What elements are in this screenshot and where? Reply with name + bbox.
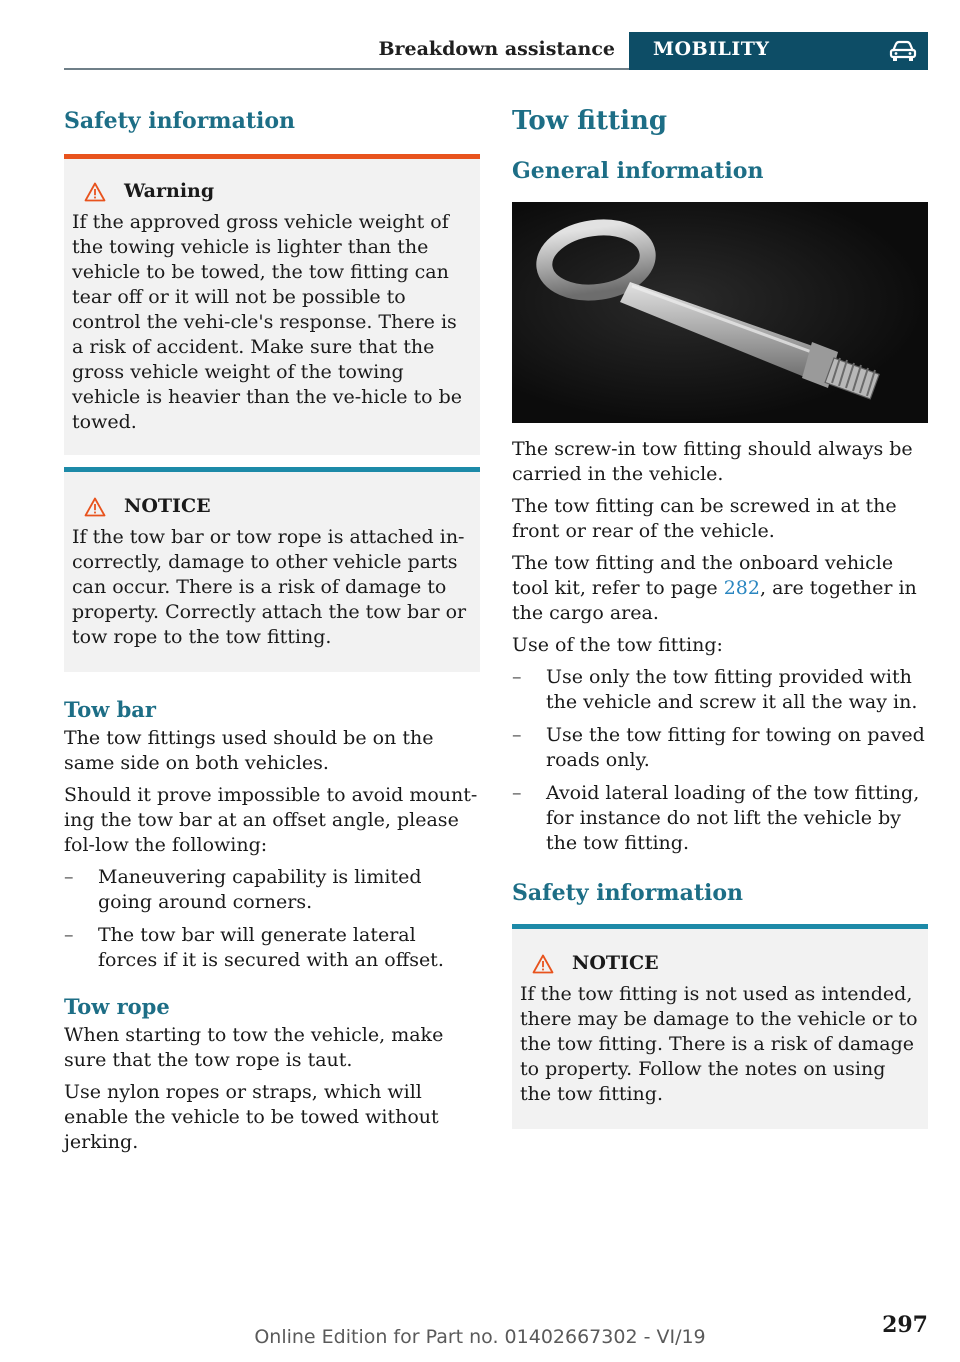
notice-box [64, 467, 480, 672]
tow-fitting-illustration [512, 202, 928, 423]
safety-information-heading: Safety information [64, 108, 296, 134]
tow-rope-heading: Tow rope [64, 994, 170, 1019]
warning-title-row [72, 179, 472, 204]
page-reference-text: The tow fitting and the onboard vehicle tool kit, refer to page [512, 552, 894, 599]
page-header [64, 32, 928, 70]
general-paragraph: The screw-in tow fitting should always be carried in the vehicle. [512, 438, 913, 485]
notice-title-row [520, 951, 920, 976]
list-item [512, 665, 928, 715]
safety-information-heading: Safety information [512, 880, 744, 906]
tow-fitting-photo [512, 202, 928, 423]
list-item-text: The tow bar will generate lateral forces if it is secured with an offset. [98, 924, 444, 971]
left-column [64, 100, 480, 1155]
dash-marker: – [512, 666, 522, 688]
tow-bar-heading: Tow bar [64, 697, 156, 722]
dash-marker: – [64, 924, 74, 946]
list-item [64, 923, 480, 973]
notice-title: NOTICE [124, 495, 211, 517]
header-section-bar [64, 32, 629, 70]
notice-text: If the tow bar or tow rope is attached in-correctly, damage to other vehicle parts can occur. There is a risk of damage to property. Correctly attach the tow bar or tow rope to the tow fitting. [72, 526, 467, 648]
list-item-text: Use only the tow fitting provided with the vehicle and screw it all the way in. [546, 666, 918, 713]
warning-triangle-icon [84, 182, 106, 202]
car-icon [888, 39, 918, 63]
general-paragraph [512, 551, 928, 626]
list-item [512, 723, 928, 773]
notice-title: NOTICE [572, 952, 659, 974]
warning-text: If the approved gross vehicle weight of the towing vehicle is lighter than the vehicle to be towed, the tow fitting can tear off or it will not be possible to control the vehi-cle's response. There is a risk of accident. Make sure that the gross vehicle weight of the towing vehicle is heavier than the ve-hicle to be towed. [72, 211, 463, 433]
right-column [512, 100, 928, 1129]
use-list [512, 665, 928, 856]
notice-text: If the tow fitting is not used as intended, there may be damage to the vehicle or to the tow fitting. There is a risk of damage to property. Follow the notes on using the tow fitting. [520, 983, 918, 1105]
list-item-text: Maneuvering capability is limited going around corners. [98, 866, 422, 913]
general-information-heading: General information [512, 158, 764, 184]
header-chapter-title: MOBILITY [653, 38, 770, 60]
page-reference-link[interactable]: 282 [723, 577, 760, 599]
warning-triangle-icon [532, 954, 554, 974]
list-item-text: Use the tow fitting for towing on paved roads only. [546, 724, 925, 771]
tow-bar-paragraph: Should it prove impossible to avoid mount-ing the tow bar at an offset angle, please fol-low the following: [64, 784, 478, 856]
tow-fitting-heading: Tow fitting [512, 106, 668, 136]
list-item [512, 781, 928, 856]
tow-rope-paragraph: Use nylon ropes or straps, which will enable the vehicle to be towed without jerking. [64, 1081, 439, 1153]
page-number: 297 [882, 1312, 928, 1338]
tow-rope-paragraph: When starting to tow the vehicle, make sure that the tow rope is taut. [64, 1024, 444, 1071]
page-reference-text: , are together in the cargo area. [512, 577, 917, 624]
dash-marker: – [512, 724, 522, 746]
general-paragraph: The tow fitting can be screwed in at the front or rear of the vehicle. [512, 495, 897, 542]
tow-bar-paragraph: The tow fittings used should be on the same side on both vehicles. [64, 727, 434, 774]
notice-title-row [72, 494, 472, 519]
notice-box [512, 924, 928, 1129]
warning-title: Warning [124, 180, 215, 202]
warning-triangle-icon [84, 497, 106, 517]
footer-edition: Online Edition for Part no. 01402667302 - VI/19 [254, 1326, 706, 1348]
dash-marker: – [64, 866, 74, 888]
list-item-text: Avoid lateral loading of the tow fitting, for instance do not lift the vehicle by the tow fitting. [546, 782, 920, 854]
header-section-title: Breakdown assistance [378, 38, 615, 60]
dash-marker: – [512, 782, 522, 804]
warning-box [64, 154, 480, 455]
use-intro: Use of the tow fitting: [512, 634, 723, 656]
list-item [64, 865, 480, 915]
tow-bar-list [64, 865, 480, 973]
header-chapter-tab [629, 32, 928, 70]
